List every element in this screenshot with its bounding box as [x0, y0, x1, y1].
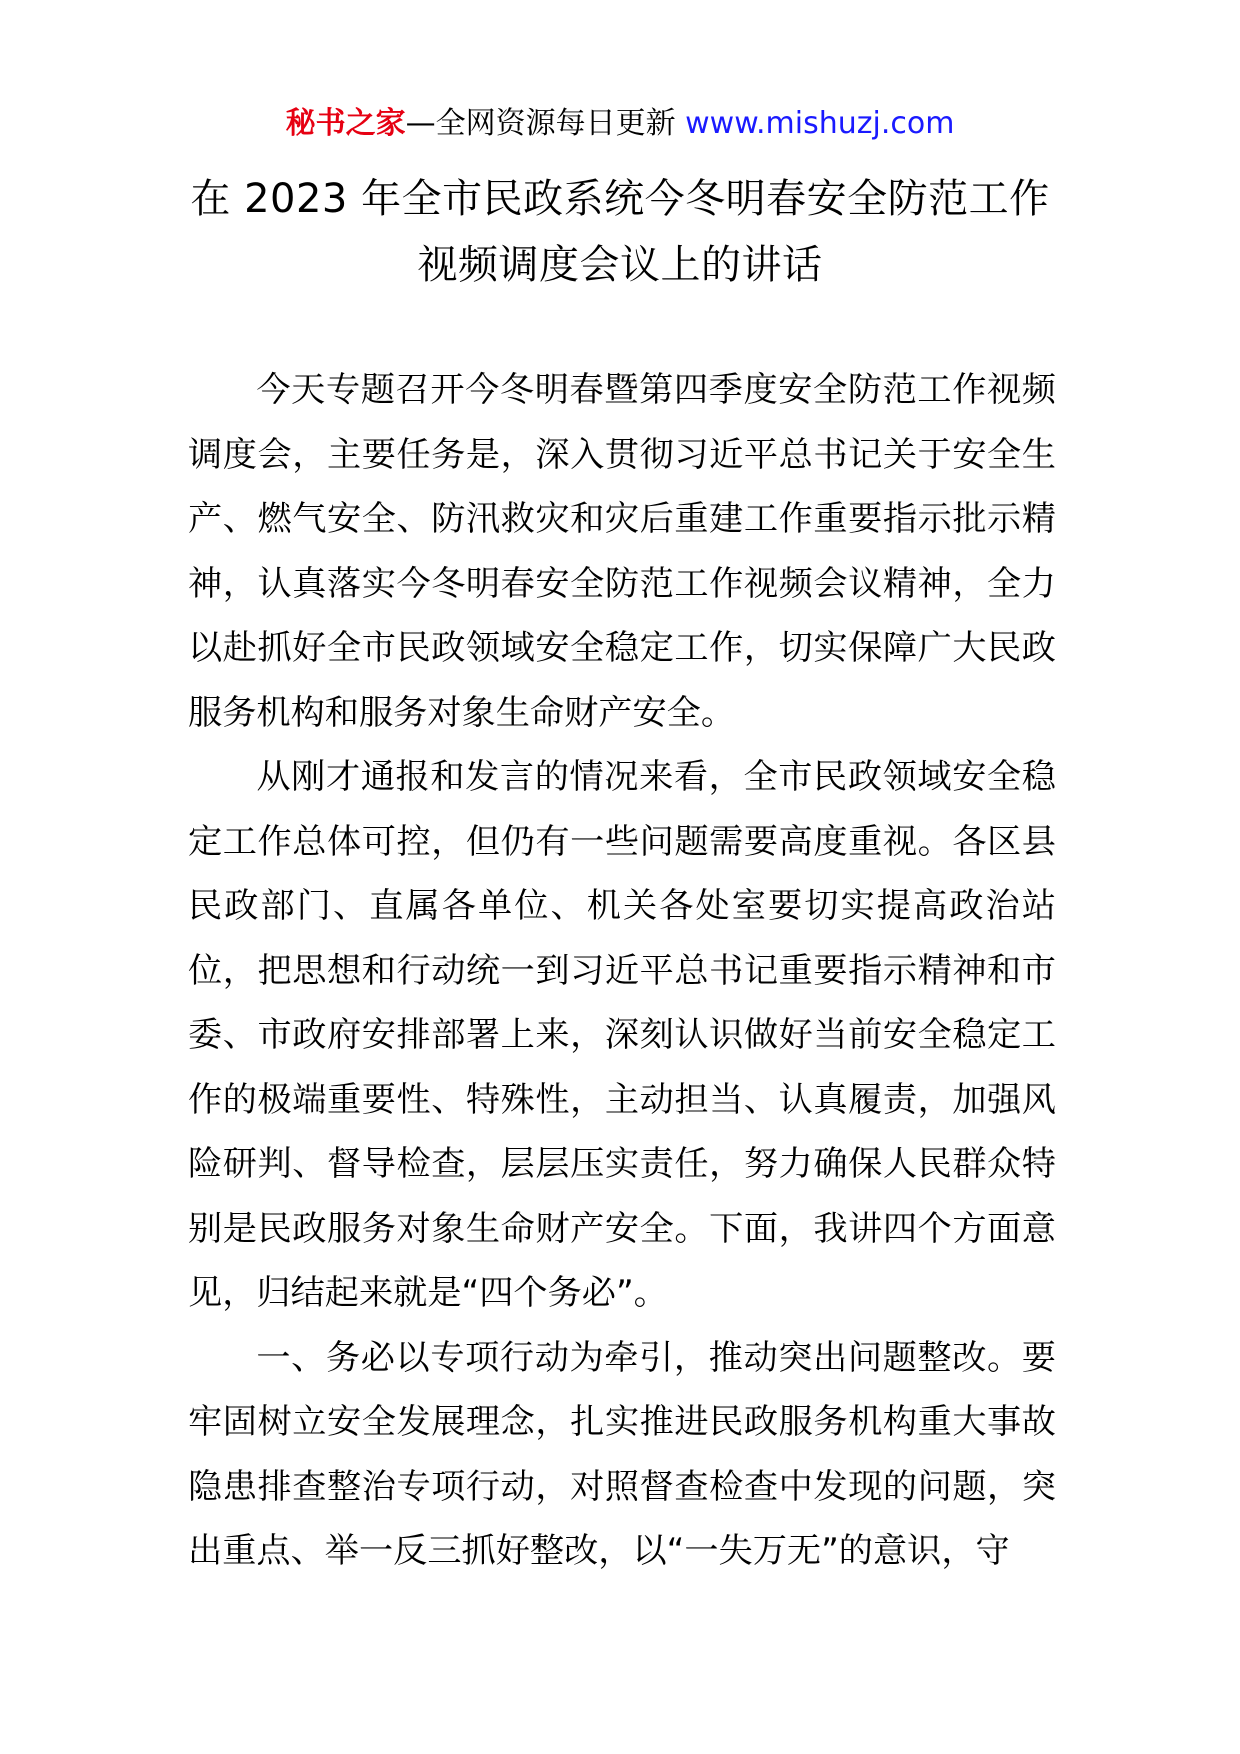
brand-name: 秘书之家 — [285, 106, 406, 141]
site-header — [0, 104, 1240, 144]
header-tagline: —全网资源每日更新 — [405, 106, 686, 141]
title-line-2: 视频调度会议上的讲话 — [417, 242, 823, 288]
paragraph-3: 一、务必以专项行动为牵引，推动突出问题整改。要牢固树立安全发展理念，扎实推进民政服务机构重大事故隐患排查整治专项行动，对照督查检查中发现的问题，突出重点、举一反三抓好整改，以“一失万无”的意识，守 — [188, 1337, 1056, 1571]
paragraph-2: 从刚才通报和发言的情况来看，全市民政领域安全稳定工作总体可控，但仍有一些问题需要高度重视。各区县民政部门、直属各单位、机关各处室要切实提高政治站位，把思想和行动统一到习近平总书记重要指示精神和市委、市政府安排部署上来，深刻认识做好当前安全稳定工作的极端重要性、特殊性，主动担当、认真履责，加强风险研判、督导检查，层层压实责任，努力确保人民群众特别是民政服务对象生命财产安全。下面，我讲四个方面意见，归结起来就是“四个务必”。 — [188, 757, 1056, 1313]
paragraph-1: 今天专题召开今冬明春暨第四季度安全防范工作视频调度会，主要任务是，深入贯彻习近平总书记关于安全生产、燃气安全、防汛救灾和灾后重建工作重要指示批示精神，认真落实今冬明春安全防范工作视频会议精神，全力以赴抓好全市民政领域安全稳定工作，切实保障广大民政服务机构和服务对象生命财产安全。 — [188, 370, 1056, 733]
document-body — [188, 358, 1056, 1584]
title-line-1: 在 2023 年全市民政系统今冬明春安全防范工作 — [190, 176, 1050, 222]
document-title — [150, 166, 1090, 298]
site-url[interactable]: www.mishuzj.com — [685, 106, 955, 141]
